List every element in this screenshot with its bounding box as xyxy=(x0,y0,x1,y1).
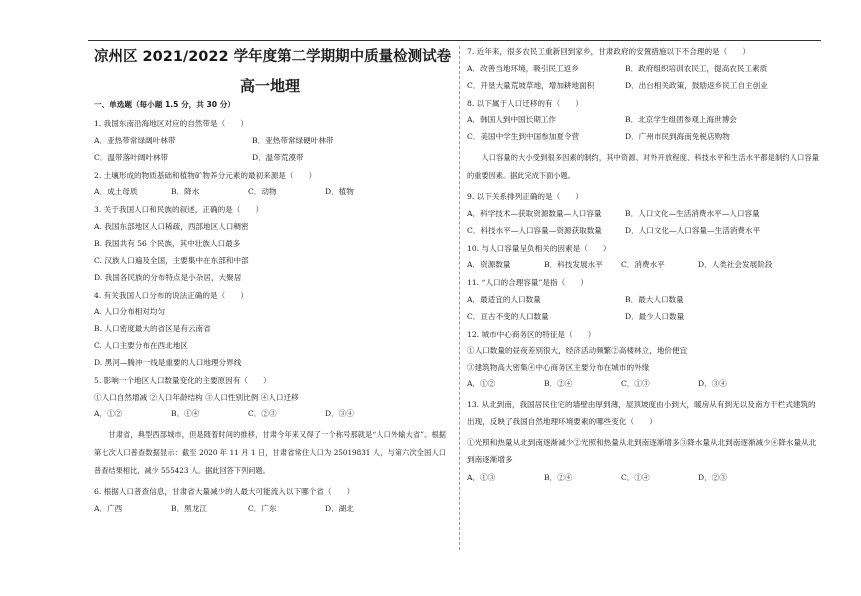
option-c: C．②③ xyxy=(248,409,277,418)
option-b: B．②④ xyxy=(544,379,573,388)
exam-title: 凉州区 2021/2022 学年度第二学期期中质量检测试卷 xyxy=(94,49,452,65)
question-6 xyxy=(94,486,446,515)
question-statements: ①人口数量的昼夜差别很大，经济活动频繁②高楼林立，地价便宜 xyxy=(467,346,688,355)
option-d: D．湖北 xyxy=(325,503,354,513)
options xyxy=(467,208,819,237)
question-2 xyxy=(94,170,446,199)
options xyxy=(94,186,446,198)
question-stem: 11. “人口的合理容量”是指（ ） xyxy=(467,278,588,287)
option-c: C．①③ xyxy=(621,379,650,388)
option-c: C．科技水平—人口容量—资源获取数量 xyxy=(467,225,602,235)
options xyxy=(467,114,819,143)
option-b: B．最大人口数量 xyxy=(625,294,684,304)
option-d: D．植物 xyxy=(325,187,354,196)
option-a: A．成土母质 xyxy=(94,187,138,196)
question-stem: 8. 以下属于人口迁移的有（ ） xyxy=(467,98,583,108)
option-b: B．科技发展水平 xyxy=(544,260,603,269)
option-b: B．亚热带常绿硬叶林带 xyxy=(252,135,334,145)
question-stem: 3. 关于我国人口和民族的叙述，正确的是（ ） xyxy=(94,205,264,214)
option-d: D. 我国各民族的分布特点是小杂居，大聚居 xyxy=(94,272,242,282)
options xyxy=(94,135,446,164)
question-5 xyxy=(94,375,446,420)
question-9 xyxy=(467,191,819,237)
question-stem: 1. 我国东南沿海地区对应的自然带是（ ） xyxy=(94,119,248,128)
question-stem: 2. 土壤形成的物质基础和植物矿物养分元素的最初来源是（ ） xyxy=(94,170,317,180)
question-stem: 5. 影响一个地区人口数量变化的主要原因有（ ） xyxy=(94,376,271,385)
question-7 xyxy=(467,46,819,92)
right-column xyxy=(467,46,819,490)
option-b: B．政府组织培训农民工，提高农民工素质 xyxy=(625,63,768,73)
option-b: B．人口文化—生活消费水平—人口容量 xyxy=(625,208,760,218)
question-statements: ①人口自然增减 ②人口年龄结构 ③人口性别比例 ④人口迁移 xyxy=(94,392,299,402)
question-stem: 9. 以下关系排列正确的是（ ） xyxy=(467,192,583,201)
question-1 xyxy=(94,118,446,164)
option-c: C．①④ xyxy=(621,473,650,482)
question-stem: 12. 城市中心商务区的特征是（ ） xyxy=(467,329,596,339)
option-b: B．②④ xyxy=(544,473,573,482)
option-c: C．广东 xyxy=(248,503,277,513)
option-a: A. 我国东部地区人口稀疏，西部地区人口稠密 xyxy=(94,221,249,231)
options xyxy=(467,63,819,92)
question-stem: 13. 从北到南，我国居民住宅的墙壁由厚到薄，屋顶坡度由小到大，暖房从有到无以及南方干栏式建筑的出现，反映了我国自然地理环境要素的哪些变化（ ） xyxy=(467,400,816,426)
option-a: A．最适宜的人口数量 xyxy=(467,294,541,304)
option-d: D．②③ xyxy=(698,473,727,482)
exam-subject: 高一地理 xyxy=(239,77,300,95)
options xyxy=(94,408,446,420)
option-a: A．韩国人到中国长期工作 xyxy=(467,115,557,124)
option-c: C. 汉族人口遍及全国，主要集中在东部和中部 xyxy=(94,255,249,265)
option-d: D．人口文化—人口容量—生活消费水平 xyxy=(625,225,761,235)
header-rule xyxy=(88,40,821,41)
option-c: C．温带落叶阔叶林带 xyxy=(94,152,169,162)
question-3 xyxy=(94,204,446,284)
option-d: D．③④ xyxy=(325,409,354,418)
option-c: C．消费水平 xyxy=(621,260,665,269)
question-13 xyxy=(467,396,819,484)
question-8 xyxy=(467,98,819,144)
option-c: C. 人口主要分布在西北地区 xyxy=(94,341,188,350)
question-stem: 10. 与人口容量呈负相关的因素是（ ） xyxy=(467,243,611,253)
option-c: C．开垦大量荒坡草地，增加耕地面积 xyxy=(467,80,595,90)
reading-passage: 甘肃省，典型西部城市，但是随着时间的推移，甘肃今年来又得了一个称号那就是“人口外输大省”。根据第七次人口普查数据显示：截至 2020 年 11 月 1 日，甘肃省常住人口为 25019831 人，与第六次全国人口普查结果相比，减少 555423 人。据此回答下列问题。 xyxy=(94,430,446,475)
option-a: A．①② xyxy=(94,409,123,418)
reading-passage: 人口容量的大小受到很多因素的制约，其中资源、对外开放程度、科技水平和生活水平都是制约人口容量的重要因素。据此完成下面小题。 xyxy=(467,153,819,180)
option-a: A．①② xyxy=(467,379,496,388)
option-a: A．广西 xyxy=(94,503,123,513)
option-d: D. 黑河—腾冲一线是重要的人口地理分界线 xyxy=(94,358,242,367)
options xyxy=(467,472,819,484)
options xyxy=(467,294,819,323)
option-a: A．科学技术—获取资源数量—人口容量 xyxy=(467,208,602,218)
column-divider xyxy=(459,46,460,550)
option-d: D．出台相关政策，鼓励返乡民工自主创业 xyxy=(625,80,768,90)
option-b: B. 人口密度最大的省区是有云南省 xyxy=(94,324,211,333)
question-11 xyxy=(467,277,819,323)
option-d: D．温带荒漠带 xyxy=(252,152,304,162)
options xyxy=(94,306,446,369)
question-stem: 7. 近年来，很多农民工重新回到家乡，甘肃政府的安置措施以下不合理的是（ ） xyxy=(467,47,751,56)
option-d: D．人类社会发展阶段 xyxy=(698,260,773,269)
option-d: D．③④ xyxy=(698,379,727,388)
option-b: B. 我国共有 56 个民族，其中壮族人口最多 xyxy=(94,238,241,248)
option-a: A. 人口分布相对均匀 xyxy=(94,307,166,316)
question-4 xyxy=(94,290,446,370)
question-10 xyxy=(467,243,819,272)
question-statements: ③建筑物高大密集④中心商务区主要分布在城市的外缘 xyxy=(467,362,650,372)
option-b: B．北京学生组团参观上海世博会 xyxy=(625,115,737,124)
question-12 xyxy=(467,329,819,391)
option-c: C．亘古不变的人口数量 xyxy=(467,311,549,321)
question-stem: 4. 有关我国人口分布的说法正确的是（ ） xyxy=(94,290,248,300)
section-heading: 一、单选题（每小题 1.5 分，共 30 分） xyxy=(94,100,235,109)
option-b: B．黑龙江 xyxy=(171,503,207,513)
option-c: C．动物 xyxy=(248,187,277,196)
option-a: A．①③ xyxy=(467,473,496,482)
option-b: B．①④ xyxy=(171,409,200,418)
option-d: D．最少人口数量 xyxy=(625,311,685,321)
option-a: A．亚热带常绿阔叶林带 xyxy=(94,135,176,145)
options xyxy=(467,259,819,271)
question-stem: 6. 根据人口普查信息，甘肃省大量减少的人最大可能流入以下哪个省（ ） xyxy=(94,487,355,496)
options xyxy=(94,221,446,284)
option-b: B．降水 xyxy=(171,187,200,196)
option-a: A．改善当地环境，吸引民工返乡 xyxy=(467,63,579,73)
options xyxy=(94,503,446,515)
option-a: A．资源数量 xyxy=(467,260,511,269)
question-statements: ①光照和热量从北到南逐渐减少②光照和热量从北到南逐渐增多③降水量从北到南逐渐减少④降水量从北到南逐渐增多 xyxy=(467,438,817,464)
left-column xyxy=(94,46,452,521)
option-d: D．广州市民到海南免税店购物 xyxy=(625,132,730,141)
option-c: C．美国中学生到中国参加夏令营 xyxy=(467,132,580,141)
options xyxy=(467,378,819,390)
